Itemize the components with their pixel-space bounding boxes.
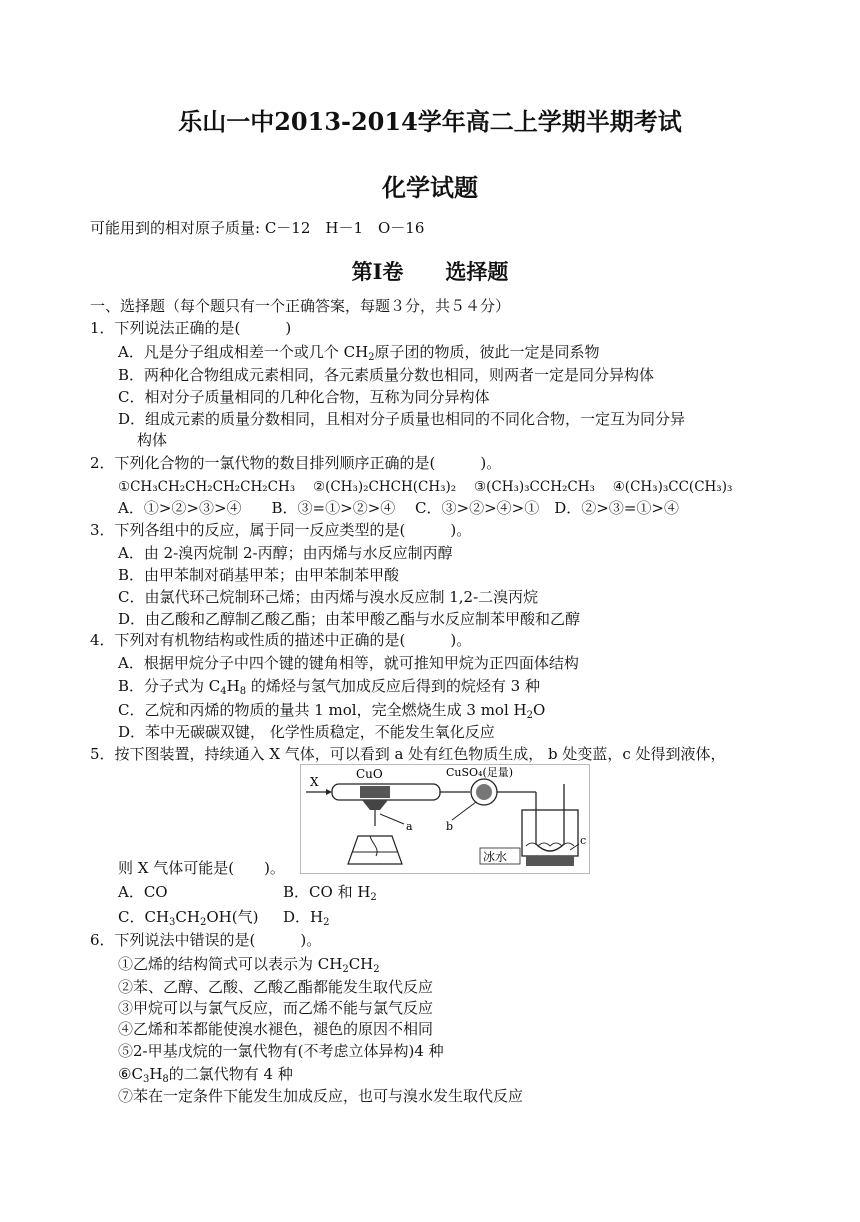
q1-option-d-continued: 构体 — [137, 431, 168, 449]
apparatus-diagram — [300, 764, 590, 874]
q4-option-c: C．乙烷和丙烯的物质的量共 1 mol，完全燃烧生成 3 mol $H_2O$ — [118, 701, 546, 721]
q6-statement-4: ④乙烯和苯都能使溴水褪色，褪色的原因不相同 — [118, 1020, 434, 1038]
q3-option-c: C．由氯代环己烷制环己烯；由丙烯与溴水反应制 1,2-二溴丙烷 — [118, 588, 539, 606]
q1-option-d: D．组成元素的质量分数相同，且相对分子质量也相同的不同化合物，一定互为同分异 — [118, 410, 686, 428]
q4-option-b: B．分子式为 $C_4H_8$ 的烯烃与氢气加成反应后得到的烷烃有 3 种 — [118, 677, 540, 697]
label-ice-water: 冰水 — [483, 850, 508, 864]
q5-stem: 5．按下图装置，持续通入 X 气体，可以看到 a 处有红色物质生成， b 处变蓝，c 处得到液体， — [90, 745, 726, 763]
label-b: b — [446, 820, 454, 833]
q6-statement-1: ①乙烯的结构简式可以表示为 $CH_2CH_2$ — [118, 955, 380, 975]
q5-option-a: A．CO — [118, 883, 168, 901]
q3-option-d: D．由乙酸和乙醇制乙酸乙酯；由苯甲酸乙酯与水反应制苯甲酸和乙醇 — [118, 610, 581, 628]
q1-option-a: A．凡是分子组成相差一个或几个 $CH_2$原子团的物质，彼此一定是同系物 — [118, 343, 600, 363]
label-x: X — [310, 775, 319, 789]
exam-subtitle: 化学试题 — [382, 173, 478, 202]
q5-option-c: C．$CH_3CH_2OH$(气) — [118, 908, 259, 928]
q3-stem: 3．下列各组中的反应，属于同一反应类型的是( )。 — [90, 521, 472, 539]
q1-stem: 1．下列说法正确的是( ) — [90, 319, 292, 337]
q4-option-d: D．苯中无碳碳双键， 化学性质稳定，不能发生氧化反应 — [118, 723, 495, 741]
label-c: c — [580, 834, 587, 847]
label-cuso4: CuSO₄(足量) — [446, 766, 514, 779]
label-a: a — [406, 820, 413, 833]
section-title: 第Ⅰ卷 选择题 — [351, 259, 509, 284]
label-cuo: CuO — [356, 767, 383, 781]
q3-option-b: B．由甲苯制对硝基甲苯；由甲苯制苯甲酸 — [118, 566, 400, 584]
q5-tail: 则 X 气体可能是( )。 — [118, 859, 285, 877]
q6-statement-6: $⑥C_3H_8$的二氯代物有 4 种 — [118, 1065, 293, 1085]
q2-compounds: ①CH₃CH₂CH₂CH₂CH₂CH₃ ②(CH₃)₂CHCH(CH₃)₂ ③(CH₃)₃CCH₂CH₃ ④(CH₃)₃CC(CH₃)₃ — [118, 479, 733, 495]
q5-option-b: B．CO 和 $H_2$ — [283, 883, 377, 903]
cuso4-sample — [476, 784, 492, 800]
q6-stem: 6．下列说法中错误的是( )。 — [90, 931, 322, 949]
q6-statement-2: ②苯、乙醇、乙酸、乙酸乙酯都能发生取代反应 — [118, 978, 434, 996]
atomic-masses: 可能用到的相对原子质量: C－12 H－1 O－16 — [90, 219, 425, 237]
q2-options: A．①>②>③>④ B．③=①>②>④ C．③>②>④>① D．②>③=①>④ — [118, 499, 679, 517]
q3-option-a: A．由 2-溴丙烷制 2-丙醇；由丙烯与水反应制丙醇 — [118, 544, 453, 562]
cuo-sample — [360, 786, 390, 798]
q5-option-d: D．$H_2$ — [283, 908, 330, 928]
q6-statement-3: ③甲烷可以与氯气反应，而乙烯不能与氯气反应 — [118, 999, 434, 1017]
q4-stem: 4．下列对有机物结构或性质的描述中正确的是( )。 — [90, 631, 472, 649]
q1-option-b: B．两种化合物组成元素相同，各元素质量分数也相同，则两者一定是同分异构体 — [118, 366, 655, 384]
section-instructions: 一、选择题（每个题只有一个正确答案，每题３分，共５４分） — [90, 297, 511, 315]
q2-stem: 2．下列化合物的一氯代物的数目排列顺序正确的是( )。 — [90, 454, 502, 472]
apparatus-svg — [300, 764, 590, 874]
exam-title: 乐山一中2013-2014学年高二上学期半期考试 — [178, 107, 682, 136]
q4-option-a: A．根据甲烷分子中四个键的键角相等，就可推知甲烷为正四面体结构 — [118, 654, 579, 672]
q6-statement-5: ⑤2-甲基戊烷的一氯代物有(不考虑立体异构)4 种 — [118, 1042, 444, 1060]
q1-option-c: C．相对分子质量相同的几种化合物，互称为同分异构体 — [118, 388, 490, 406]
q6-statement-7: ⑦苯在一定条件下能发生加成反应，也可与溴水发生取代反应 — [118, 1087, 524, 1105]
ice-bath-base — [526, 856, 574, 866]
